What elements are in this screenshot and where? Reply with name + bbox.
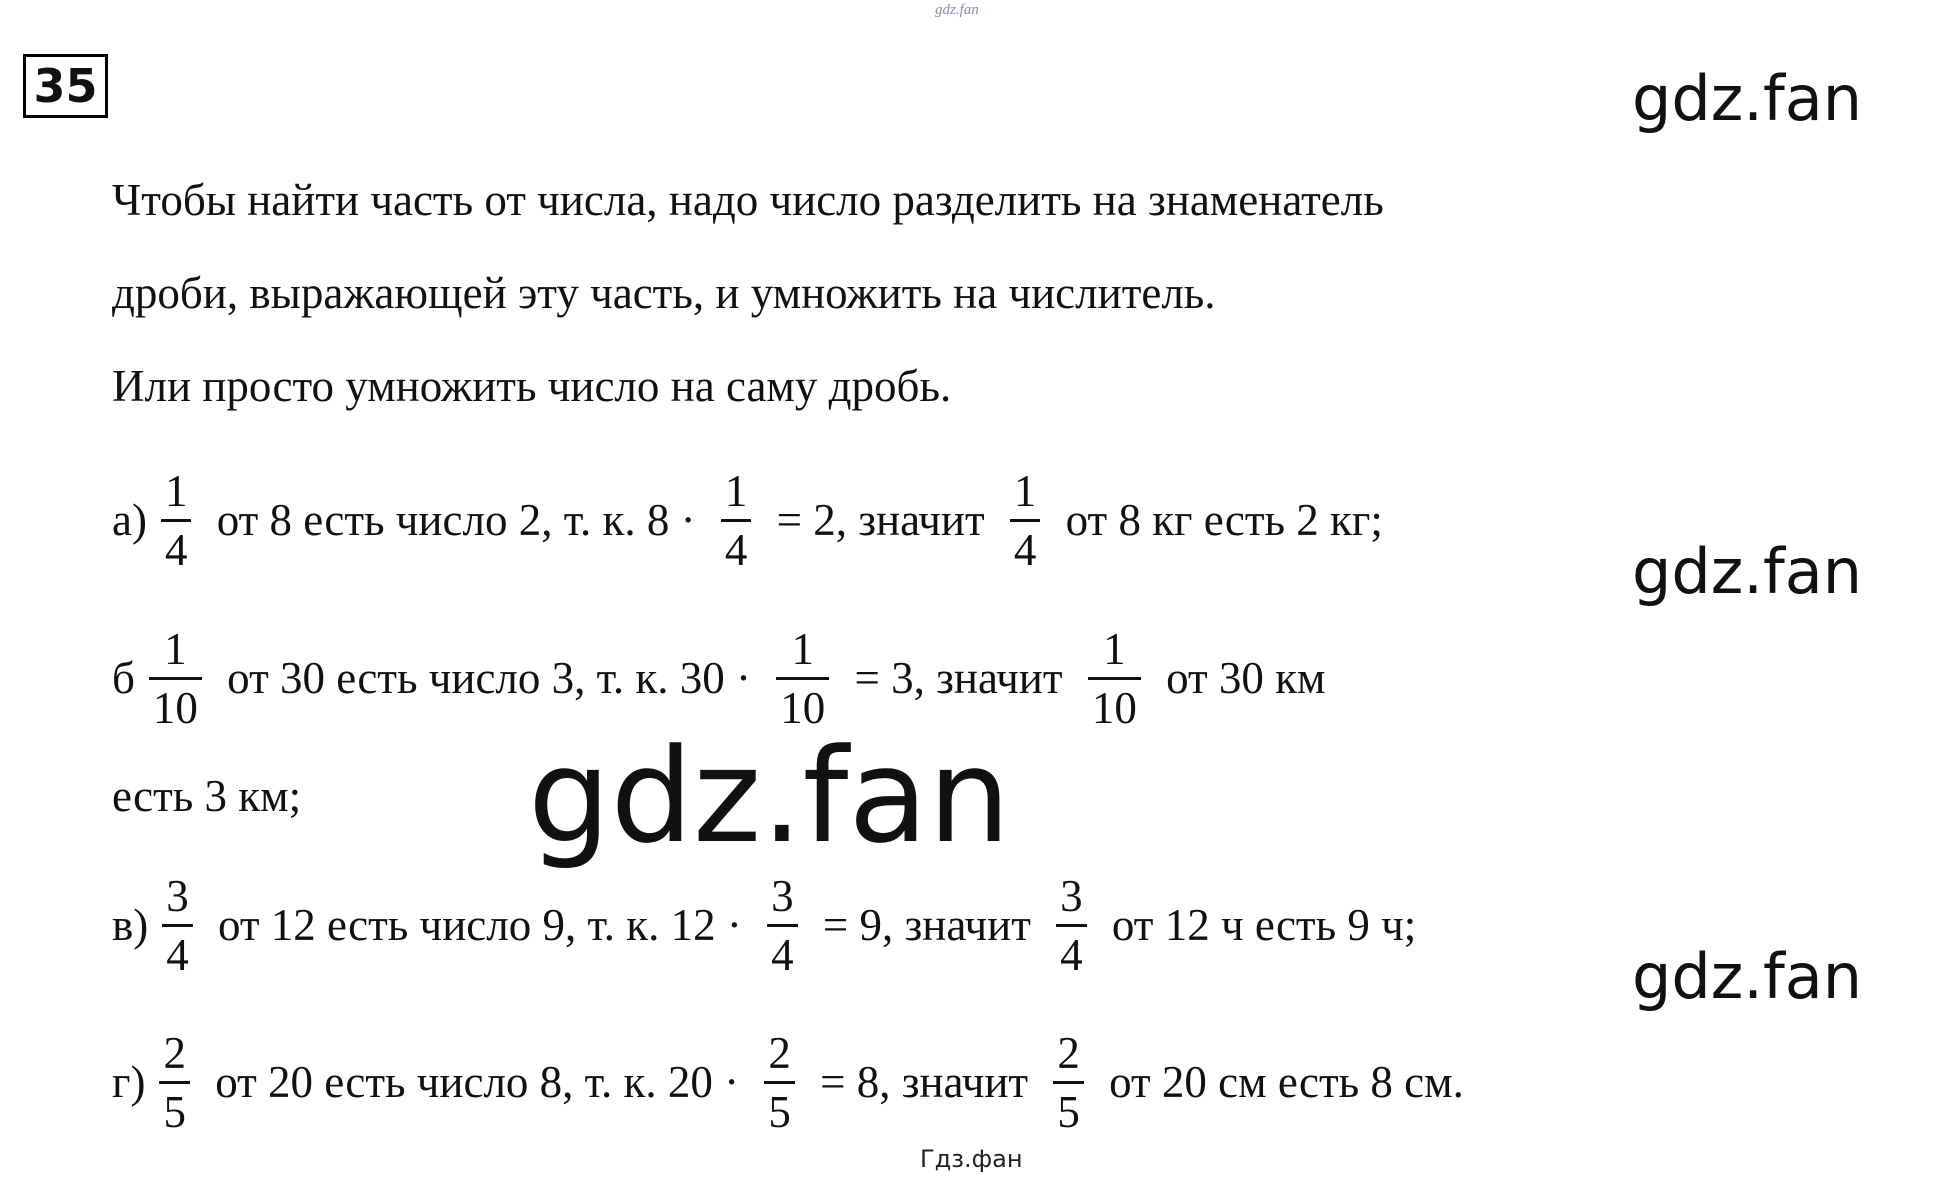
item-a <box>112 460 1383 580</box>
fraction-numerator: 3 <box>1060 870 1083 921</box>
item-text: от 12 ч есть 9 ч; <box>1100 900 1417 950</box>
watermark-center: gdz.fan <box>528 720 1011 872</box>
fraction <box>1088 625 1141 732</box>
fraction <box>1056 872 1087 979</box>
item-text: от 20 см есть 8 см. <box>1097 1057 1464 1107</box>
item-text: от 8 есть число 2, т. к. 8 · <box>205 495 707 545</box>
fraction-denominator: 10 <box>1088 677 1141 732</box>
fraction-denominator: 4 <box>162 924 193 979</box>
fraction <box>1053 1029 1084 1136</box>
fraction <box>764 1029 795 1136</box>
intro-line-1: Чтобы найти часть от числа, надо число разделить на знаменатель <box>112 175 1384 225</box>
watermark-right: gdz.fan <box>1632 535 1863 608</box>
fraction-denominator: 5 <box>159 1081 190 1136</box>
fraction <box>149 625 202 732</box>
intro-line-2: дроби, выражающей эту часть, и умножить на числитель. <box>112 268 1216 318</box>
fraction <box>162 872 193 979</box>
fraction-numerator: 1 <box>791 623 815 674</box>
fraction-numerator: 2 <box>1057 1027 1080 1078</box>
fraction-numerator: 1 <box>164 465 188 516</box>
item-text: от 30 есть число 3, т. к. 30 · <box>215 653 763 703</box>
fraction-denominator: 4 <box>161 519 192 574</box>
fraction-numerator: 1 <box>1103 623 1126 674</box>
item-text: = 3, значит <box>843 653 1074 703</box>
item-text: от 20 есть число 8, т. к. 20 · <box>203 1057 751 1107</box>
fraction-denominator: 4 <box>1056 924 1087 979</box>
item-text: = 2, значит <box>765 495 996 545</box>
fraction-numerator: 2 <box>768 1027 791 1078</box>
fraction-numerator: 1 <box>724 465 748 516</box>
problem-number: 35 <box>23 54 108 118</box>
fraction-numerator: 1 <box>164 623 187 674</box>
item-label: а) <box>112 495 147 545</box>
fraction <box>721 467 752 574</box>
item-text: от 30 км <box>1154 653 1326 703</box>
item-text: = 9, значит <box>811 900 1043 950</box>
item-b-continuation: есть 3 км; <box>112 771 302 821</box>
fraction <box>1010 467 1041 574</box>
item-v <box>112 865 1416 985</box>
fraction-numerator: 3 <box>166 870 189 921</box>
fraction <box>161 467 192 574</box>
item-text: = 8, значит <box>808 1057 1040 1107</box>
fraction-denominator: 5 <box>1053 1081 1084 1136</box>
fraction-denominator: 5 <box>764 1081 795 1136</box>
item-label: г) <box>112 1057 146 1107</box>
watermark-right-2: gdz.fan <box>1632 940 1863 1013</box>
fraction-denominator: 4 <box>721 519 752 574</box>
intro-line-3: Или просто умножить число на саму дробь. <box>112 361 952 411</box>
fraction <box>159 1029 190 1136</box>
item-label: б <box>112 653 135 703</box>
item-text: от 8 кг есть 2 кг; <box>1054 495 1383 545</box>
fraction-denominator: 10 <box>149 677 202 732</box>
item-g <box>112 1022 1464 1142</box>
fraction-denominator: 4 <box>767 924 798 979</box>
fraction-numerator: 3 <box>771 870 794 921</box>
item-label: в) <box>112 900 149 950</box>
fraction <box>767 872 798 979</box>
fraction-numerator: 2 <box>163 1027 186 1078</box>
item-text: от 12 есть число 9, т. к. 12 · <box>206 900 754 950</box>
watermark-top: gdz.fan <box>935 2 979 18</box>
watermark-top-right: gdz.fan <box>1632 62 1863 135</box>
fraction-numerator: 1 <box>1013 465 1037 516</box>
fraction-denominator: 4 <box>1010 519 1041 574</box>
fraction-denominator: 10 <box>776 677 829 732</box>
fraction <box>776 625 829 732</box>
watermark-bottom: Гдз.фан <box>920 1145 1023 1173</box>
